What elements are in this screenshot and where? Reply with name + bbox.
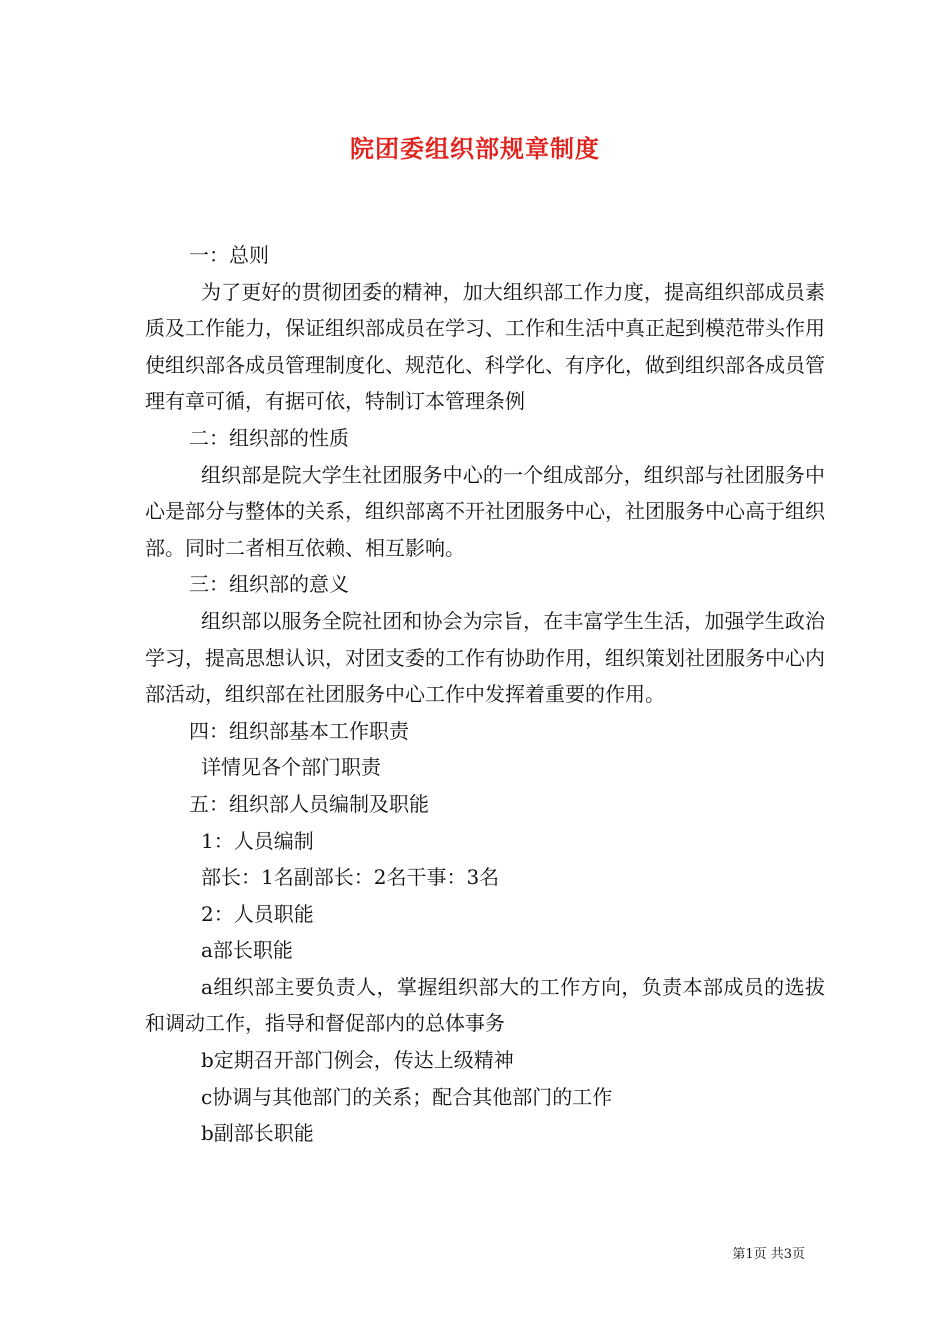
section-heading-nature: 二：组织部的性质 [189,425,349,450]
paragraph: 组织部是院大学生社团服务中心的一个组成部分，组织部与社团服务中心是部分与整体的关系，组织部离不开社团服务中心，社团服务中心高于组织部。同时二者相互依赖、相互影响。 [145,462,825,560]
paragraph: 2：人员职能 [201,901,314,926]
paragraph: c协调与其他部门的关系；配合其他部门的工作 [201,1084,613,1109]
document-body [145,237,825,1152]
paragraph: 部长：1名副部长：2名干事：3名 [201,865,500,890]
paragraph: 详情见各个部门职责 [201,755,381,780]
section-heading-general: 一：总则 [189,243,269,267]
paragraph: 为了更好的贯彻团委的精神，加大组织部工作力度，提高组织部成员素质及工作能力，保证组织部成员在学习、工作和生活中真正起到模范带头作用使组织部各成员管理制度化、规范化、科学化、有序化，做到组织部各成员管理有章可循，有据可依，特制订本管理条例 [145,279,825,414]
section-heading-staffing: 五：组织部人员编制及职能 [189,791,429,816]
paragraph: 组织部以服务全院社团和协会为宗旨，在丰富学生生活，加强学生政治学习，提高思想认识，对团支委的工作有协助作用，组织策划社团服务中心内部活动，组织部在社团服务中心工作中发挥着重要的作用。 [145,608,825,707]
paragraph: b副部长职能 [201,1121,314,1146]
page-number-footer: 第1页 共3页 [732,1247,805,1262]
paragraph: a部长职能 [201,938,293,963]
paragraph: a组织部主要负责人，掌握组织部大的工作方向，负责本部成员的选拔和调动工作，指导和督促部内的总体事务 [145,974,825,1036]
document-title: 院团委组织部规章制度 [350,134,600,163]
section-heading-duties: 四：组织部基本工作职责 [189,718,409,743]
paragraph: 1：人员编制 [201,828,314,853]
section-heading-significance: 三：组织部的意义 [189,572,349,597]
paragraph: b定期召开部门例会，传达上级精神 [201,1048,514,1073]
